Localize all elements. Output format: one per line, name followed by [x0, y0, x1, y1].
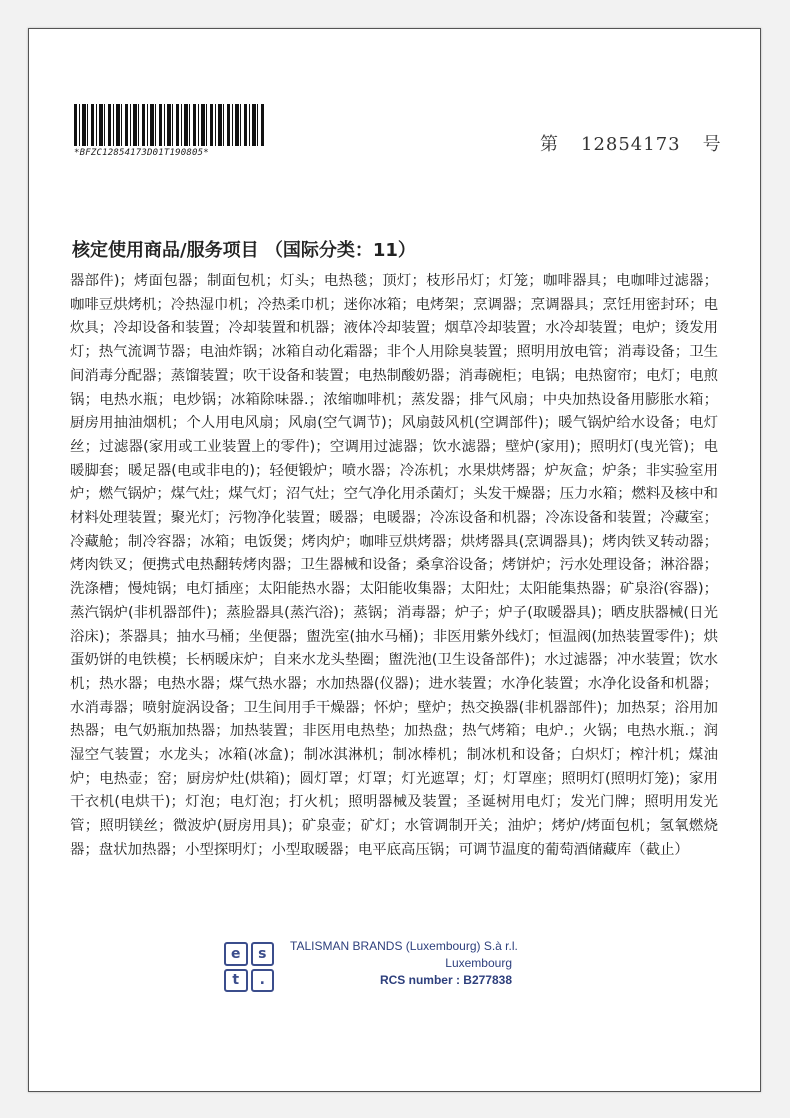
- reg-suffix: 号: [702, 134, 722, 155]
- barcode-image: [74, 104, 264, 146]
- logo-letter-e: e: [224, 942, 248, 966]
- reg-prefix: 第: [540, 134, 559, 155]
- page-title: 核定使用商品/服务项目 （国际分类：11）: [72, 240, 416, 261]
- registration-number: [540, 130, 722, 156]
- est-logo: [224, 942, 274, 992]
- company-city: Luxembourg: [445, 956, 512, 970]
- logo-letter-dot: .: [251, 969, 275, 993]
- goods-list-text: 器部件)；烤面包器；制面包机；灯头；电热毯；顶灯；枝形吊灯；灯笼；咖啡器具；电咖啡过滤器；咖啡豆烘烤机；冷热湿巾机；冷热柔巾机；迷你冰箱；电烤架；烹调器；烹调器具；烹饪用密封环；电炊具；冷却设备和装置；冷却装置和机器；液体冷却装置；烟草冷却装置；水冷却装置；电炉；烫发用灯；热气流调节器；电油炸锅；冰箱自动化霜器；非个人用除臭装置；照明用放电管；消毒设备；卫生间消毒分配器；蒸馏装置；吹干设备和装置；电热制酸奶器；消毒碗柜；电锅；电热窗帘；电灯；电煎锅；电热水瓶；电炒锅；冰箱除味器.；浓缩咖啡机；蒸发器；排气风扇；中央加热设备用膨胀水箱；厨房用抽油烟机；个人用电风扇；风扇(空气调节)；风扇鼓风机(空调部件)；暖气锅炉给水设备；电灯丝；过滤器(家用或工业装置上的零件)；空调用过滤器；饮水滤器；壁炉(家用)；照明灯(曳光管)；电暖脚套；暖足器(电或非电的)；轻便锻炉；喷水器；冷冻机；水果烘烤器；炉灰盒；炉条；非实验室用炉；燃气锅炉；煤气灶；煤气灯；沼气灶；空气净化用杀菌灯；头发干燥器；压力水箱；燃料及核中和材料处理装置；聚光灯；污物净化装置；暖器；电暖器；冷冻设备和机器；冷冻设备和装置；冷藏室；冷藏舱；制冷容器；冰箱；电饭煲；烤肉炉；咖啡豆烘烤器；烘烤器具(烹调器具)；烤肉铁叉转动器；烤肉铁叉；便携式电热翻转烤肉器；卫生器械和设备；桑拿浴设备；烤饼炉；污水处理设备；淋浴器；洗涤槽；慢炖锅；电灯插座；太阳能热水器；太阳能收集器；太阳灶；太阳能集热器；矿泉浴(容器)；蒸汽锅炉(非机器部件)；蒸脸器具(蒸汽浴)；蒸锅；消毒器；炉子；炉子(取暖器具)；晒皮肤器械(日光浴床)；茶器具；抽水马桶；坐便器；盥洗室(抽水马桶)；非医用紫外线灯；恒温阀(加热装置零件)；烘蛋奶饼的电铁模；长柄暖床炉；自来水龙头垫圈；盥洗池(卫生设备部件)；水过滤器；冲水装置；饮水机；热水器；电热水器；煤气热水器；水加热器(仪器)；进水装置；水净化装置；水净化设备和机器；水消毒器；喷射旋涡设备；卫生间用手干燥器；怀炉；壁炉；热交换器(非机器部件)；加热泵；浴用加热器；电气奶瓶加热器；加热装置；非医用电热垫；加热盘；热气烤箱；电炉.；火锅；电热水瓶.；润湿空气装置；水龙头；冰箱(冰盒)；制冰淇淋机；制冰棒机；制冰机和设备；白炽灯；榨汁机；煤油炉；电热壶；窑；厨房炉灶(烘箱)；圆灯罩；灯罩；灯光遮罩；灯；灯罩座；照明灯(照明灯笼)；家用干衣机(电烘干)；灯泡；电灯泡；打火机；照明器械及装置；圣诞树用电灯；发光门牌；照明用发光管；照明镁丝；微波炉(厨房用具)；矿泉壶；矿灯；水管调制开关；油炉；烤炉/烤面包机；氢氧燃烧器；盘状加热器；小型探明灯；小型取暖器；电平底高压锅；可调节温度的葡萄酒储藏库（截止）: [70, 273, 718, 858]
- company-rcs: RCS number : B277838: [379, 973, 512, 987]
- barcode-text: *BFZC12854173D01T190805*: [74, 148, 209, 158]
- logo-letter-s: s: [251, 942, 275, 966]
- company-stamp: [290, 938, 518, 989]
- company-name: TALISMAN BRANDS (Luxembourg) S.à r.l.: [290, 939, 518, 953]
- logo-letter-t: t: [224, 969, 248, 993]
- reg-number: 12854173: [581, 134, 681, 155]
- barcode-block: [74, 104, 274, 158]
